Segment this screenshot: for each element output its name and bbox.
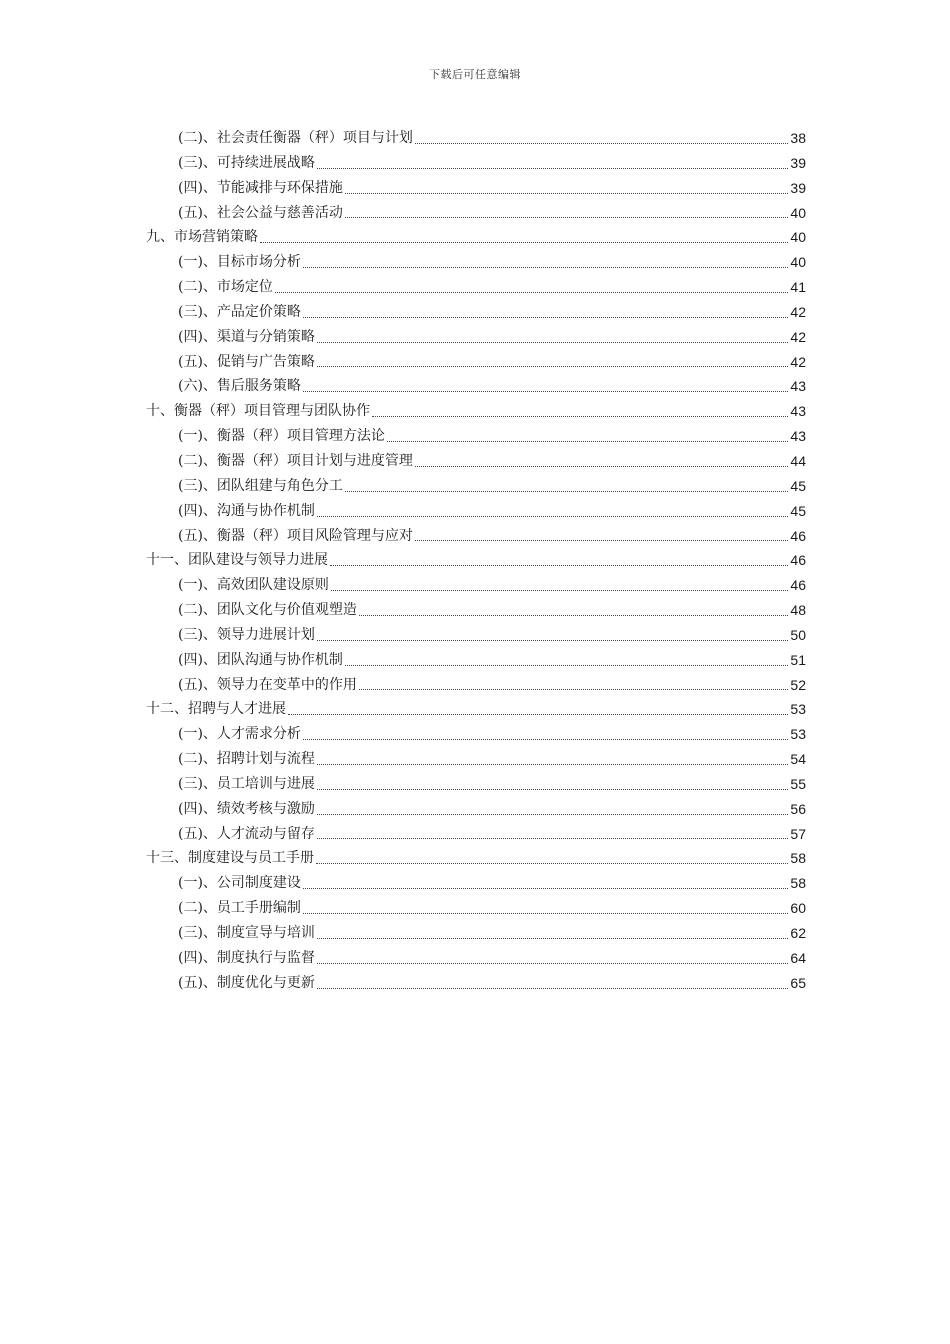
toc-section-entry[interactable] <box>146 747 806 772</box>
toc-page-number: 40 <box>790 204 806 221</box>
toc-dot-leader <box>317 515 788 517</box>
toc-page-number: 48 <box>790 602 806 619</box>
toc-section-entry[interactable] <box>146 871 806 896</box>
toc-entry-title: (四)、渠道与分销策略 <box>178 328 315 345</box>
toc-page-number: 40 <box>790 254 806 271</box>
toc-entry-title: (一)、衡器（秤）项目管理方法论 <box>178 428 385 445</box>
toc-chapter-entry[interactable] <box>146 399 806 424</box>
toc-dot-leader <box>359 614 788 616</box>
table-of-contents <box>146 126 806 996</box>
toc-dot-leader <box>331 589 788 591</box>
toc-chapter-entry[interactable] <box>146 548 806 573</box>
toc-section-entry[interactable] <box>146 151 806 176</box>
toc-page-number: 43 <box>790 403 806 420</box>
toc-page-number: 39 <box>790 154 806 171</box>
toc-dot-leader <box>317 341 788 343</box>
toc-dot-leader <box>316 862 788 864</box>
toc-dot-leader <box>387 440 788 442</box>
toc-page-number: 64 <box>790 949 806 966</box>
toc-dot-leader <box>345 490 788 492</box>
toc-page-number: 44 <box>790 452 806 469</box>
toc-chapter-entry[interactable] <box>146 697 806 722</box>
toc-page-number: 57 <box>790 825 806 842</box>
toc-entry-title: (三)、员工培训与进展 <box>178 775 315 792</box>
toc-section-entry[interactable] <box>146 524 806 549</box>
toc-section-entry[interactable] <box>146 772 806 797</box>
toc-page-number: 46 <box>790 552 806 569</box>
toc-entry-title: (三)、制度宣导与培训 <box>178 925 315 941</box>
toc-dot-leader <box>345 664 788 666</box>
toc-page-number: 41 <box>790 279 806 296</box>
toc-chapter-entry[interactable] <box>146 846 806 871</box>
toc-page-number: 52 <box>790 676 806 693</box>
toc-page-number: 42 <box>790 303 806 320</box>
toc-entry-title: (二)、员工手册编制 <box>178 900 301 917</box>
toc-entry-title: (四)、沟通与协作机制 <box>178 502 315 519</box>
toc-dot-leader <box>275 291 788 293</box>
toc-dot-leader <box>345 192 788 194</box>
toc-page-number: 53 <box>790 726 806 743</box>
toc-entry-title: (五)、社会公益与慈善活动 <box>178 204 343 221</box>
toc-dot-leader <box>317 962 788 964</box>
toc-entry-title: (二)、招聘计划与流程 <box>178 751 315 768</box>
toc-page-number: 53 <box>790 701 806 718</box>
toc-chapter-entry[interactable] <box>146 225 806 250</box>
toc-page-number: 45 <box>790 477 806 494</box>
toc-dot-leader <box>415 465 788 467</box>
toc-page-number: 43 <box>790 428 806 445</box>
toc-page-number: 45 <box>790 502 806 519</box>
toc-section-entry[interactable] <box>146 797 806 822</box>
toc-entry-title: (四)、团队沟通与协作机制 <box>178 651 343 668</box>
toc-page-number: 58 <box>790 850 806 867</box>
toc-page-number: 55 <box>790 775 806 792</box>
toc-entry-title: (一)、公司制度建设 <box>178 875 301 892</box>
toc-section-entry[interactable] <box>146 300 806 325</box>
toc-dot-leader <box>317 987 788 989</box>
toc-dot-leader <box>330 564 788 566</box>
toc-page-number: 58 <box>790 875 806 892</box>
toc-page-number: 50 <box>790 626 806 643</box>
toc-dot-leader <box>303 738 788 740</box>
toc-dot-leader <box>317 813 788 815</box>
toc-section-entry[interactable] <box>146 424 806 449</box>
toc-section-entry[interactable] <box>146 176 806 201</box>
toc-section-entry[interactable] <box>146 896 806 921</box>
toc-dot-leader <box>317 167 788 169</box>
toc-dot-leader <box>317 837 788 839</box>
toc-page-number: 38 <box>790 130 806 146</box>
toc-entry-title: 十一、团队建设与领导力进展 <box>146 552 328 569</box>
toc-entry-title: (三)、可持续进展战略 <box>178 154 315 171</box>
toc-entry-title: (五)、制度优化与更新 <box>178 974 315 991</box>
toc-page-number: 39 <box>790 179 806 196</box>
toc-section-entry[interactable] <box>146 201 806 226</box>
toc-entry-title: (四)、制度执行与监督 <box>178 949 315 966</box>
toc-entry-title: (二)、衡器（秤）项目计划与进度管理 <box>178 452 413 469</box>
toc-entry-title: 九、市场营销策略 <box>146 229 258 246</box>
toc-page-number: 56 <box>790 800 806 817</box>
toc-dot-leader <box>317 937 788 939</box>
toc-dot-leader <box>317 763 788 765</box>
toc-section-entry[interactable] <box>146 350 806 375</box>
toc-entry-title: (二)、社会责任衡器（秤）项目与计划 <box>178 130 413 146</box>
toc-section-entry[interactable] <box>146 474 806 499</box>
toc-entry-title: (三)、产品定价策略 <box>178 303 301 320</box>
toc-dot-leader <box>345 216 788 218</box>
toc-entry-title: (五)、促销与广告策略 <box>178 353 315 370</box>
toc-dot-leader <box>317 365 788 367</box>
toc-page-number: 51 <box>790 651 806 668</box>
toc-entry-title: (四)、绩效考核与激励 <box>178 800 315 817</box>
toc-entry-title: (二)、团队文化与价值观塑造 <box>178 602 357 619</box>
toc-page-number: 46 <box>790 577 806 594</box>
toc-entry-title: (二)、市场定位 <box>178 279 273 296</box>
toc-section-entry[interactable] <box>146 250 806 275</box>
toc-section-entry[interactable] <box>146 648 806 673</box>
toc-section-entry[interactable] <box>146 449 806 474</box>
toc-dot-leader <box>303 390 788 392</box>
toc-page-number: 60 <box>790 900 806 917</box>
toc-dot-leader <box>303 912 788 914</box>
toc-section-entry[interactable] <box>146 822 806 847</box>
toc-dot-leader <box>303 887 788 889</box>
toc-entry-title: (五)、衡器（秤）项目风险管理与应对 <box>178 527 413 544</box>
toc-entry-title: 十、衡器（秤）项目管理与团队协作 <box>146 403 370 420</box>
toc-section-entry[interactable] <box>146 573 806 598</box>
toc-section-entry[interactable] <box>146 971 806 996</box>
toc-section-entry[interactable] <box>146 623 806 648</box>
toc-page-number: 42 <box>790 328 806 345</box>
toc-page-number: 65 <box>790 974 806 991</box>
toc-dot-leader <box>415 142 788 144</box>
toc-entry-title: (三)、团队组建与角色分工 <box>178 477 343 494</box>
toc-section-entry[interactable] <box>146 598 806 623</box>
toc-page-number: 62 <box>790 925 806 941</box>
toc-entry-title: (六)、售后服务策略 <box>178 378 301 395</box>
toc-dot-leader <box>288 713 788 715</box>
toc-dot-leader <box>359 688 788 690</box>
toc-section-entry[interactable] <box>146 946 806 971</box>
toc-page-number: 46 <box>790 527 806 544</box>
toc-page-number: 40 <box>790 229 806 246</box>
toc-page-number: 54 <box>790 751 806 768</box>
toc-entry-title: (五)、领导力在变革中的作用 <box>178 676 357 693</box>
toc-dot-leader <box>303 266 788 268</box>
toc-dot-leader <box>415 539 788 541</box>
toc-entry-title: (四)、节能减排与环保措施 <box>178 179 343 196</box>
toc-dot-leader <box>372 415 788 417</box>
toc-section-entry[interactable] <box>146 722 806 747</box>
toc-entry-title: 十二、招聘与人才进展 <box>146 701 286 718</box>
toc-entry-title: 十三、制度建设与员工手册 <box>146 850 314 867</box>
page-header: 下载后可任意编辑 <box>429 68 521 81</box>
toc-section-entry[interactable] <box>146 921 806 946</box>
toc-section-entry[interactable] <box>146 325 806 350</box>
toc-section-entry[interactable] <box>146 275 806 300</box>
toc-dot-leader <box>317 639 788 641</box>
toc-section-entry[interactable] <box>146 673 806 698</box>
toc-dot-leader <box>317 788 788 790</box>
toc-entry-title: (三)、领导力进展计划 <box>178 626 315 643</box>
toc-page-number: 43 <box>790 378 806 395</box>
toc-section-entry[interactable] <box>146 126 806 151</box>
toc-section-entry[interactable] <box>146 374 806 399</box>
toc-dot-leader <box>260 241 788 243</box>
toc-page-number: 42 <box>790 353 806 370</box>
toc-entry-title: (一)、人才需求分析 <box>178 726 301 743</box>
toc-entry-title: (一)、高效团队建设原则 <box>178 577 329 594</box>
toc-section-entry[interactable] <box>146 499 806 524</box>
toc-entry-title: (五)、人才流动与留存 <box>178 825 315 842</box>
toc-entry-title: (一)、目标市场分析 <box>178 254 301 271</box>
toc-dot-leader <box>303 316 788 318</box>
